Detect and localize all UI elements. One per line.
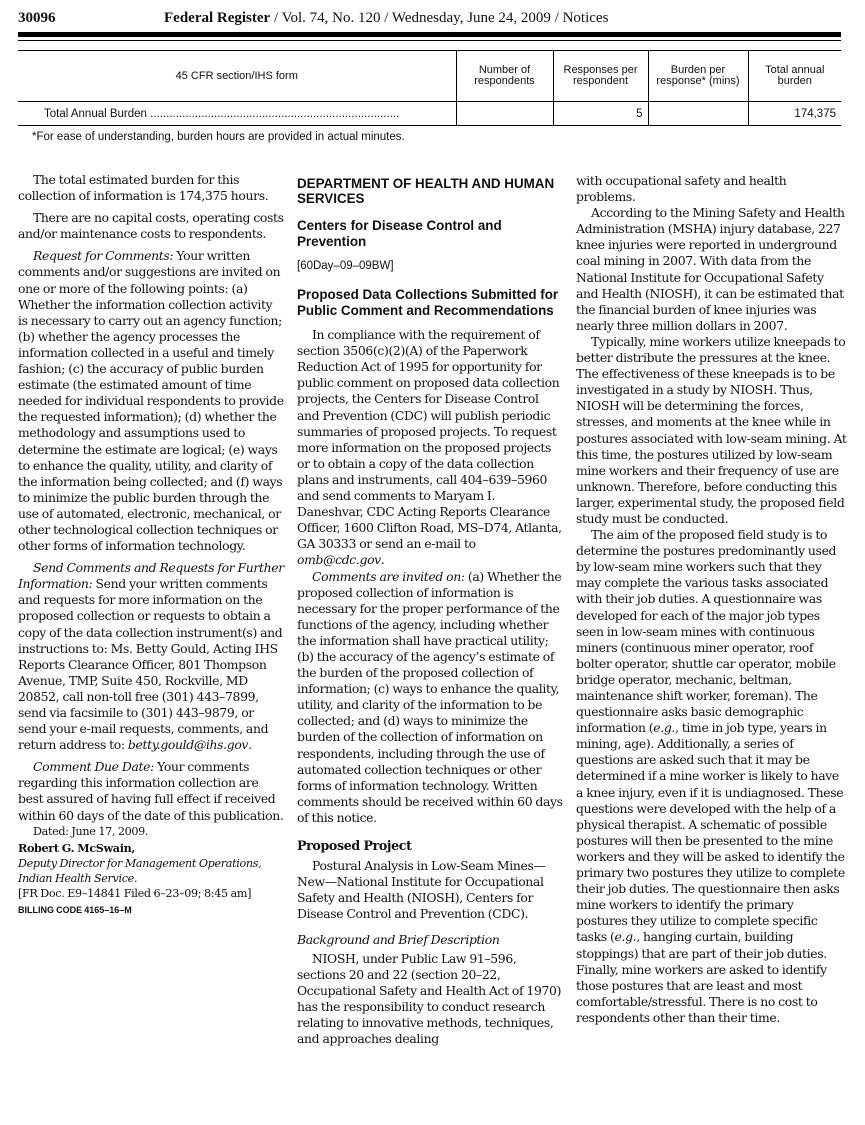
page-header [18, 10, 841, 32]
header-rule-thick [18, 32, 841, 37]
cell-responses: 5 [553, 102, 648, 126]
paragraph: There are no capital costs, operating costs and/or maintenance costs to respondents. [18, 210, 284, 242]
dated-line: Dated: June 17, 2009. [33, 824, 149, 838]
signer-title: Deputy Director for Management Operations, Indian Health Service. [18, 856, 262, 885]
page-number: 30096 [18, 10, 56, 26]
cell-respondents [456, 102, 553, 126]
run-in-heading: Comments are invited on: [312, 568, 465, 584]
column-header-responses: Responses per respondent [553, 51, 648, 102]
email-link[interactable]: omb@cdc.gov [297, 552, 381, 568]
burden-table [18, 50, 841, 126]
column-left [18, 172, 284, 918]
paragraph: The aim of the proposed field study is to determine the postures predominantly used by low-seam mine workers such that they may complete the various tasks associated with their job duties. A questionnaire was developed for each of the major job types seen in low-seam mines with continuous miners (continuous miner operator, roof bolter operator, shuttle car operator, mobile bridge operator, mechanic, beltman, maintenance shift worker, foreman). The questionnaire asks basic demographic information (e.g., time in job type, years in mining, age). Additionally, a series of questions are asked such that it may be determined if a mine worker is likely to have a knee injury, even if it is undiagnosed. These questions were developed with the help of a physical therapist. A schematic of possible postures will then be presented to the mine workers and they will be asked to identify the primary two postures they utilize to complete their job duties. The questionnaire then asks mine workers to identify the primary postures they utilize to complete specific tasks (e.g., hanging curtain, building stoppings) that are part of their job duties. Finally, mine workers are asked to identify those postures that are least and most comfortable/stressful. There is no cost to respondents other than their time. [576, 527, 845, 1025]
paragraph: Typically, mine workers utilize kneepads to better distribute the pressures at the knee. The effectiveness of these kneepads is to be investigated in a study by NIOSH. Thus, NIOSH will be determining the forces, stresses, and moments at the knee while in postures associated with low-seam mining. At this time, the postures utilized by low-seam mine workers and their frequency of use are unknown. Therefore, before conducting this larger, experimental study, the proposed field study must be conducted. [576, 333, 847, 526]
notice-title: Proposed Data Collections Submitted for Public Comment and Recommendations [297, 287, 559, 318]
column-header-total-burden: Total annual burden [748, 51, 841, 102]
paragraph: According to the Mining Safety and Health Administration (MSHA) injury database, 227 knee injuries were reported in underground coal mining in 2007. With data from the National Institute for Occupational Safety and Health (NIOSH), it can be estimated that the financial burden of knee injuries was nearly three million dollars in 2007. [576, 205, 845, 333]
paragraph: In compliance with the requirement of section 3506(c)(2)(A) of the Paperwork Reduction Act of 1995 for opportunity for public comment on proposed data collection projects, the Centers for Disease Control and Prevention (CDC) will publish periodic summaries of proposed projects. To request more information on the proposed projects or to obtain a copy of the data collection plans and instruments, call 404–639–5960 and send comments to Maryam I. Daneshvar, CDC Acting Reports Clearance Officer, 1600 Clifton Road, MS–D74, Atlanta, GA 30333 or send an e-mail to omb@cdc.gov. [297, 327, 562, 568]
fr-doc-line: [FR Doc. E9–14841 Filed 6–23–09; 8:45 am] [18, 886, 252, 900]
column-middle [297, 172, 563, 1047]
table-footnote: *For ease of understanding, burden hours are provided in actual minutes. [32, 131, 405, 143]
column-header-burden-per-response: Burden per response* (mins) [648, 51, 748, 102]
paragraph: Comment Due Date: Your comments regarding this information collection are best assured of having full effect if received within 60 days of the date of this publication. [18, 759, 284, 823]
paragraph: Postural Analysis in Low-Seam Mines—New—National Institute for Occupational Safety and Health (NIOSH), Centers for Disease Control and Prevention (CDC). [297, 858, 546, 922]
agency-heading: DEPARTMENT OF HEALTH AND HUMAN SERVICES [297, 176, 555, 206]
paragraph: Send Comments and Requests for Further Information: Send your written comments and requests for more information on the proposed collection or requests to obtain a copy of the data collection instrument(s) and instructions to: Ms. Betty Gould, Acting IHS Reports Clearance Officer, 801 Thompson Avenue, TMP, Suite 450, Rockville, MD 20852, call non-toll free (301) 443–7899, send via facsimile to (301) 443–9879, or send your e-mail requests, comments, and return address to: betty.gould@ihs.gov. [18, 560, 284, 753]
billing-code: BILLING CODE 4165–16–M [18, 904, 132, 915]
paragraph: Comments are invited on: (a) Whether the proposed collection of information is necessary for the proper performance of the functions of the agency, including whether the information shall have practical utility; (b) the accuracy of the agency’s estimate of the burden of the proposed collection of information; (c) ways to enhance the quality, utility, and clarity of the information to be collected; and (d) ways to minimize the burden of the collection of information on respondents, including through the use of automated collection techniques or other forms of information technology. Written comments should be received within 60 days of this notice. [297, 568, 563, 825]
run-in-heading: Comment Due Date: [33, 759, 154, 775]
background-heading: Background and Brief Description [297, 932, 500, 948]
paragraph: The total estimated burden for this collection of information is 174,375 hours. [18, 172, 269, 204]
row-label: Total Annual Burden .............................................................................. [18, 102, 456, 126]
publication-name: Federal Register [164, 10, 271, 26]
paragraph: with occupational safety and health problems. [576, 173, 787, 205]
table-header-row [18, 51, 841, 102]
header-rule-thin [18, 40, 841, 41]
column-header-cfr-section: 45 CFR section/IHS form [18, 51, 456, 102]
email-link[interactable]: betty.gould@ihs.gov [127, 737, 249, 753]
proposed-project-heading: Proposed Project [297, 838, 412, 853]
subagency-heading: Centers for Disease Control and Prevention [297, 218, 502, 249]
paragraph: NIOSH, under Public Law 91–596, sections 20 and 22 (section 20–22, Occupational Safety and Health Act of 1970) has the responsibility to conduct research relating to innovative methods, techniques, and approaches dealing [297, 950, 562, 1047]
run-in-heading: Send Comments and Requests for Further Information: [18, 560, 284, 592]
cell-total-burden: 174,375 [748, 102, 841, 126]
column-header-respondents: Number of respondents [456, 51, 553, 102]
running-head [164, 10, 608, 27]
run-in-heading: Request for Comments: [33, 248, 174, 264]
paragraph: Request for Comments: Your written comments and/or suggestions are invited on one or more of the following points: (a) Whether the information collection activity is necessary to carry out an agency function; (b) whether the agency processes the information collected in a useful and timely fashion; (c) the accuracy of public burden estimate (the estimated amount of time needed for individual respondents to provide the requested information); (d) whether the methodology and assumptions used to determine the estimate are logical; (e) ways to enhance the quality, utility, and clarity of the information being collected; and (f) ways to minimize the public burden through the use of automated, electronic, mechanical, or other technological collection techniques or other forms of information technology. [18, 248, 284, 554]
column-right [576, 173, 848, 1026]
signer-name: Robert G. McSwain, [18, 840, 135, 855]
docket-number: [60Day–09–09BW] [297, 260, 394, 272]
table-row [18, 102, 841, 126]
issue-details: / Vol. 74, No. 120 / Wednesday, June 24, 2009 / Notices [270, 10, 609, 26]
cell-burden-per-response [648, 102, 748, 126]
